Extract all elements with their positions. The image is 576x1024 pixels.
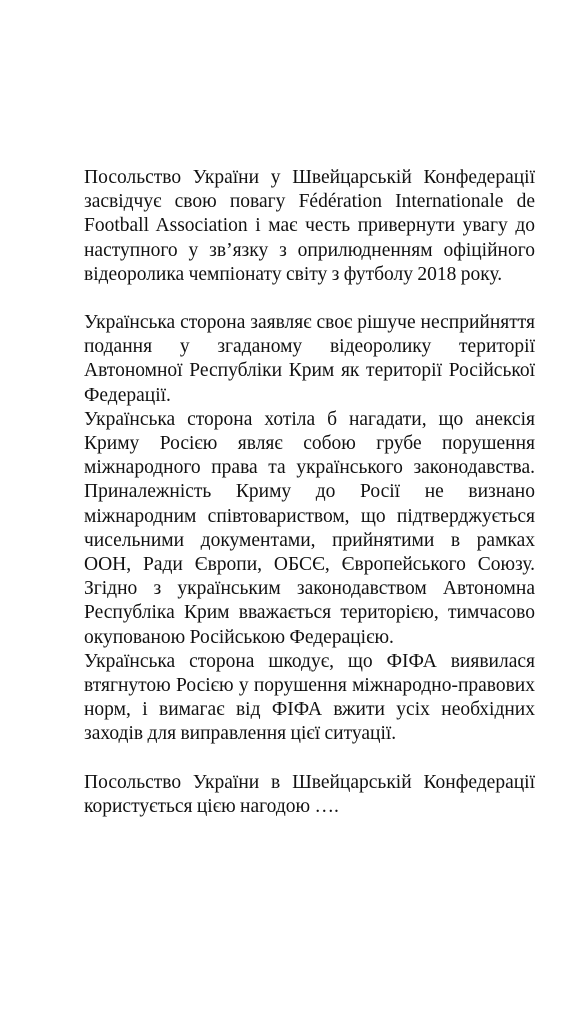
paragraph-introduction: Посольство України у Швейцарській Конфедерації засвідчує свою повагу Fédération Internationale de Football Association і має честь привернути увагу до наступного у зв’язку з оприлюдненням офіційного відеоролика чемпіонату світу з футболу 2018 року. <box>84 167 535 285</box>
paragraph-demand: Українська сторона шкодує, що ФІФА виявилася втягнутою Росією у порушення міжнародно-правових норм, і вимагає від ФІФА вжити усіх необхідних заходів для виправлення цієї ситуації. <box>84 650 535 745</box>
diplomatic-note <box>84 166 535 819</box>
paragraph-closing: Посольство України в Швейцарській Конфедерації користується цією нагодою …. <box>84 771 535 817</box>
paragraph-statement: Українська сторона заявляє своє рішуче несприйняття подання у згаданому відеоролику території Автономної Республіки Крим як території Російської Федерації. <box>84 312 535 406</box>
paragraph-reminder: Українська сторона хотіла б нагадати, що анексія Криму Росією являє собою грубе порушення міжнародного права та українського законодавства. Приналежність Криму до Росії не визнано міжнародним співтовариством, що підтверджується чисельними документами, прийнятими в рамках ООН, Ради Європи, ОБСЄ, Європейського Союзу. Згідно з українським законодавством Автономна Республіка Крим вважається територією, тимчасово окупованою Російською Федерацією. <box>84 408 535 648</box>
